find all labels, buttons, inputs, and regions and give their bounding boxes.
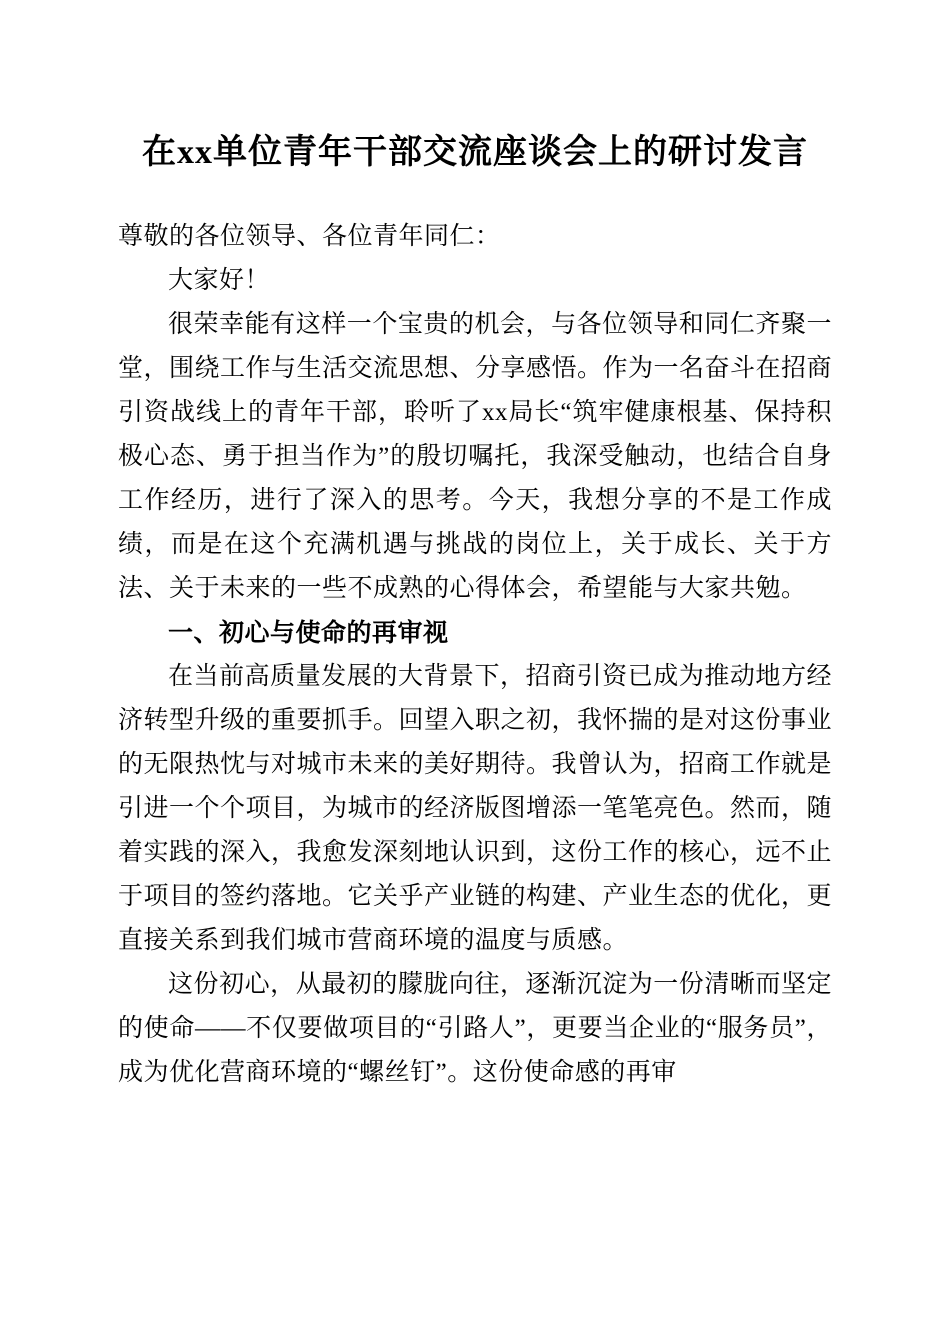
paragraph: 大家好！ bbox=[168, 267, 271, 295]
paragraph: 尊敬的各位领导、各位青年同仁： bbox=[118, 223, 501, 251]
paragraph: 这份初心，从最初的朦胧向往，逐渐沉淀为一份清晰而坚定的使命——不仅要做项目的“引路人”，更要当企业的“服务员”，成为优化营商环境的“螺丝钉”。这份使命感的再审 bbox=[118, 971, 832, 1087]
document-body bbox=[118, 215, 832, 1095]
paragraph: 在当前高质量发展的大背景下，招商引资已成为推动地方经济转型升级的重要抓手。回望入职之初，我怀揣的是对这份事业的无限热忱与对城市未来的美好期待。我曾认为，招商工作就是引进一个个项目，为城市的经济版图增添一笔笔亮色。然而，随着实践的深入，我愈发深刻地认识到，这份工作的核心，远不止于项目的签约落地。它关乎产业链的构建、产业生态的优化，更直接关系到我们城市营商环境的温度与质感。 bbox=[118, 663, 833, 955]
paragraph: 很荣幸能有这样一个宝贵的机会，与各位领导和同仁齐聚一堂，围绕工作与生活交流思想、分享感悟。作为一名奋斗在招商引资战线上的青年干部，聆听了xx局长“筑牢健康根基、保持积极心态、勇于担当作为”的殷切嘱托，我深受触动，也结合自身工作经历，进行了深入的思考。今天，我想分享的不是工作成绩，而是在这个充满机遇与挑战的岗位上，关于成长、关于方法、关于未来的一些不成熟的心得体会，希望能与大家共勉。 bbox=[118, 311, 833, 603]
document-title: 在xx单位青年干部交流座谈会上的研讨发言 bbox=[142, 134, 808, 171]
section-heading: 一、初心与使命的再审视 bbox=[168, 619, 449, 648]
